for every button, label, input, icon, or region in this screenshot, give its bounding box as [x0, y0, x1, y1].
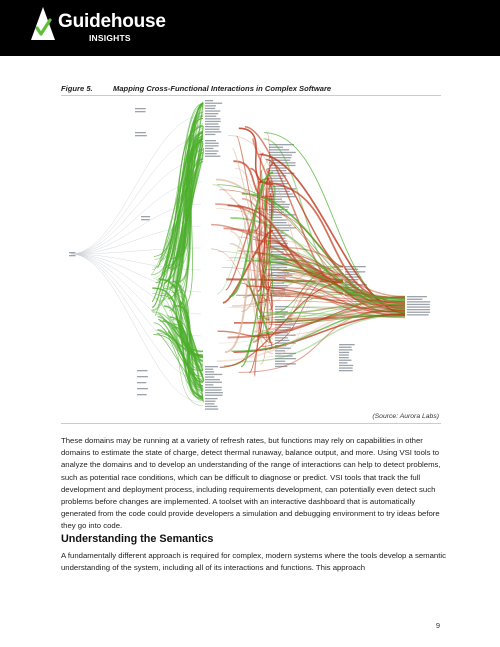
node-label: [205, 401, 216, 402]
node-label: [339, 354, 349, 355]
node-label: [205, 366, 218, 367]
node-label: [205, 110, 220, 111]
node-label: [205, 103, 222, 104]
node-label: [205, 105, 216, 106]
node-label: [407, 309, 430, 310]
node-label: [205, 150, 219, 151]
node-label: [339, 360, 352, 361]
node-label: [205, 123, 218, 124]
node-label: [339, 370, 353, 371]
body-paragraph-1: These domains may be running at a variety of refresh rates, but functions may rely on capabilities in other domains to estimate the state of charge, detect thermal runaway, balance output, and more. Using VSI tools to analyze the domains and to develop an understanding of the range of interactions can help to detect problems, such as potential race conditions, which can be difficult to diagnose or predict. VSI tools that track the full development and deployment process, including requirements development, can potentially even detect such problems before changes are implemented. A toolset with an interactive dashboard that is automatically generated from the code could provide developers a simulation and debugging environment to try ideas before they go into code.: [61, 436, 441, 531]
source-divider: [61, 423, 441, 424]
node-label: [137, 370, 148, 371]
node-label: [205, 143, 219, 144]
node-label: [339, 344, 355, 345]
node-label: [205, 131, 221, 132]
node-label: [407, 299, 422, 300]
node-label: [205, 392, 223, 393]
node-label: [205, 108, 215, 109]
interaction-edge: [166, 102, 203, 289]
node-label: [205, 371, 214, 372]
node-label: [269, 147, 283, 148]
body-paragraph-2: A fundamentally different approach is required for complex, modern systems where the tools develop a semantic understanding of the system, including all of its interactions and functions. This approach: [61, 551, 446, 573]
node-label: [271, 285, 288, 286]
node-label: [269, 144, 294, 145]
node-label: [135, 132, 146, 133]
node-label: [269, 154, 292, 155]
node-label: [407, 312, 430, 313]
node-label: [345, 266, 366, 267]
node-label: [205, 406, 217, 407]
figure-title: Mapping Cross-Functional Interactions in Complex Software: [113, 84, 332, 93]
node-label: [205, 395, 223, 396]
node-label: [137, 388, 148, 389]
node-label: [69, 255, 76, 256]
node-label: [275, 350, 285, 351]
node-label: [269, 232, 284, 233]
node-label: [205, 140, 216, 141]
node-label: [135, 111, 146, 112]
node-label: [205, 156, 220, 157]
node-label: [205, 113, 218, 114]
node-label: [339, 347, 352, 348]
node-label: [339, 362, 347, 363]
node-label: [141, 216, 150, 217]
node-label: [407, 306, 430, 307]
node-label: [407, 304, 430, 305]
node-label: [275, 340, 290, 341]
node-label: [205, 379, 220, 380]
node-label: [205, 384, 213, 385]
node-label: [339, 352, 349, 353]
node-label: [205, 118, 221, 119]
section-heading: Understanding the Semantics: [61, 533, 214, 545]
node-label: [205, 408, 218, 409]
node-label: [205, 374, 222, 375]
brand-sub: INSIGHTS: [89, 33, 131, 43]
node-label: [205, 100, 213, 101]
guidehouse-logo: [30, 6, 190, 50]
interaction-map-graph: [61, 96, 441, 414]
node-label: [205, 129, 219, 130]
node-label: [275, 363, 296, 364]
interaction-map-figure: [61, 96, 441, 414]
node-label: [137, 376, 148, 377]
node-label: [407, 314, 429, 315]
node-label: [339, 367, 353, 368]
figure-source: (Source: Aurora Labs): [372, 413, 439, 420]
node-label: [205, 387, 222, 388]
node-label: [205, 398, 218, 399]
node-label: [275, 337, 288, 338]
node-label: [205, 403, 215, 404]
node-label: [205, 134, 215, 135]
triangle-check-logo-icon: [30, 6, 56, 42]
node-label: [205, 369, 213, 370]
node-label: [137, 382, 146, 383]
node-label: [205, 376, 214, 377]
figure-label: Figure 5.: [61, 84, 93, 93]
node-label: [141, 219, 150, 220]
node-label: [205, 121, 221, 122]
node-label: [205, 145, 219, 146]
node-label: [69, 252, 75, 253]
node-label: [339, 357, 349, 358]
figure-caption: [61, 84, 441, 93]
node-label: [271, 282, 284, 283]
node-label: [407, 301, 430, 302]
node-label: [339, 349, 352, 350]
node-label: [275, 361, 285, 362]
node-label: [339, 365, 353, 366]
page-number: 9: [435, 621, 440, 630]
node-label: [205, 389, 222, 390]
page-header: [0, 0, 500, 56]
node-label: [407, 296, 427, 297]
node-label: [205, 153, 217, 154]
node-label: [205, 116, 216, 117]
brand-name: Guidehouse: [58, 11, 166, 32]
node-label: [137, 394, 147, 395]
node-label: [205, 126, 220, 127]
node-label: [205, 148, 213, 149]
node-label: [135, 135, 147, 136]
node-label: [269, 235, 288, 236]
node-label: [135, 108, 146, 109]
node-label: [205, 382, 222, 383]
